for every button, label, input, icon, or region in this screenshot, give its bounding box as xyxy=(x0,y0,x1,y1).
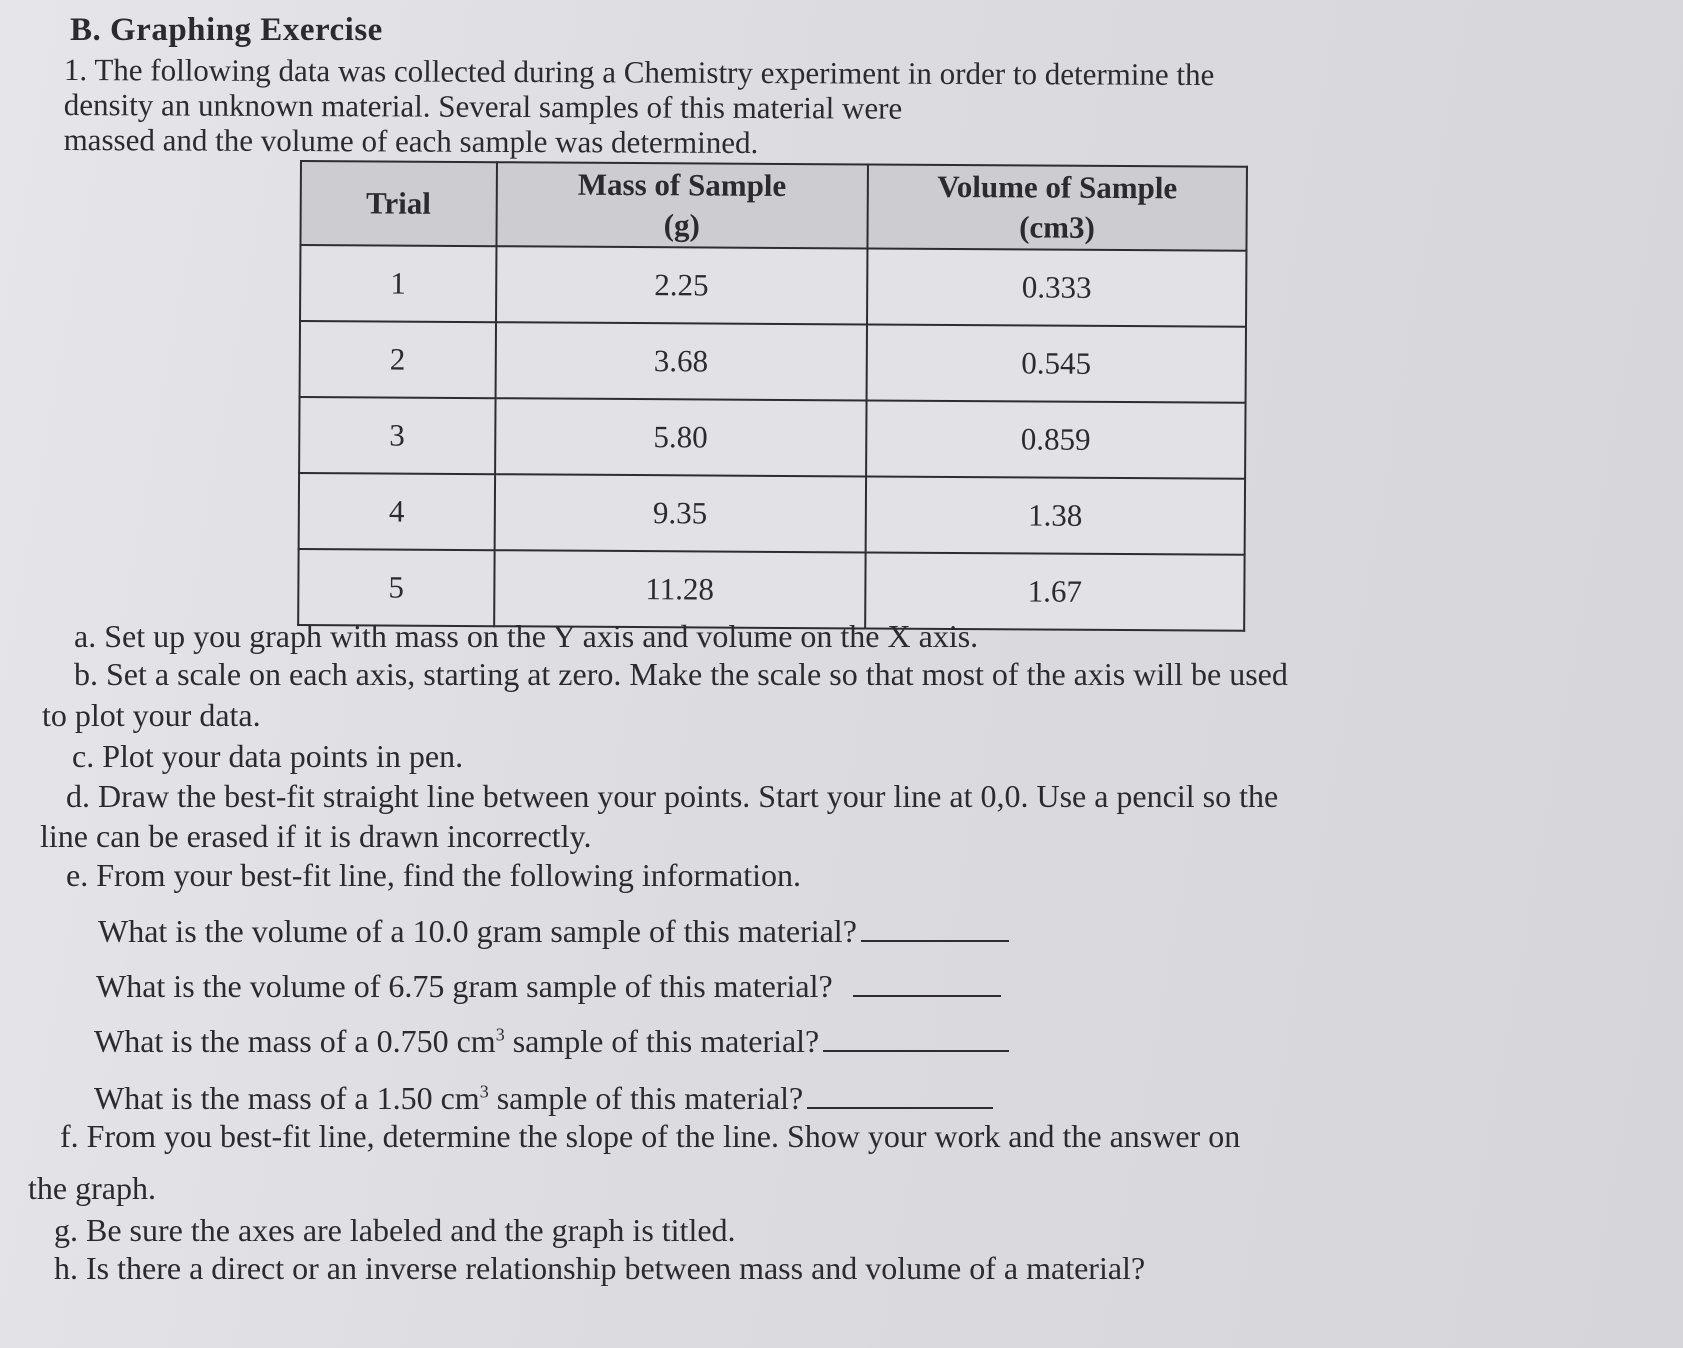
question-2-text: What is the volume of 6.75 gram sample of this material? xyxy=(96,968,833,1004)
instruction-f-line-1: f. From you best-fit line, determine the slope of the line. Show your work and the answer on xyxy=(60,1118,1241,1154)
cell-volume: 1.38 xyxy=(865,476,1245,554)
instruction-b-line-2: to plot your data. xyxy=(42,697,261,733)
question-4 xyxy=(94,1080,993,1117)
header-volume-line-1: Volume of Sample xyxy=(937,168,1178,206)
answer-blank-3[interactable] xyxy=(823,1048,1009,1052)
instruction-d-line-1: d. Draw the best-fit straight line between your points. Start your line at 0,0. Use a pencil so the xyxy=(66,778,1279,814)
cell-volume: 0.333 xyxy=(867,248,1247,326)
cell-mass: 3.68 xyxy=(495,322,867,400)
question-4-text-end: sample of this material? xyxy=(488,1080,804,1116)
section-heading: B. Graphing Exercise xyxy=(70,12,383,48)
answer-blank-2[interactable] xyxy=(853,993,1001,997)
header-volume-line-2: (cm3) xyxy=(1019,209,1095,245)
cell-mass: 5.80 xyxy=(495,398,867,476)
cell-mass: 2.25 xyxy=(496,246,868,324)
cell-trial: 2 xyxy=(300,321,496,398)
instruction-a: a. Set up you graph with mass on the Y axis and volume on the X axis. xyxy=(74,618,979,654)
cell-trial: 5 xyxy=(298,549,494,626)
question-3-exponent: 3 xyxy=(495,1024,505,1045)
instruction-g: g. Be sure the axes are labeled and the graph is titled. xyxy=(54,1212,736,1248)
instruction-b-line-1: b. Set a scale on each axis, starting at zero. Make the scale so that most of the axis will be used xyxy=(74,656,1288,692)
cell-volume: 0.859 xyxy=(866,400,1246,478)
question-3-text: What is the mass of a 0.750 cm xyxy=(94,1023,496,1059)
instruction-h: h. Is there a direct or an inverse relationship between mass and volume of a material? xyxy=(54,1250,1146,1286)
instruction-e: e. From your best-fit line, find the following information. xyxy=(66,857,801,893)
header-mass-line-1: Mass of Sample xyxy=(577,166,787,203)
instruction-f-line-2: the graph. xyxy=(28,1170,156,1206)
cell-volume: 0.545 xyxy=(866,324,1246,402)
answer-blank-1[interactable] xyxy=(861,938,1009,942)
question-1 xyxy=(98,913,1009,950)
header-mass-line-2: (g) xyxy=(663,207,700,243)
instruction-d-line-2: line can be erased if it is drawn incorrectly. xyxy=(40,818,592,854)
cell-mass: 9.35 xyxy=(494,474,866,552)
header-trial: Trial xyxy=(300,161,496,246)
question-4-exponent: 3 xyxy=(479,1081,489,1102)
intro-line-2: density an unknown material. Several samples of this material were xyxy=(63,86,903,126)
question-3 xyxy=(94,1023,1009,1060)
instruction-c: c. Plot your data points in pen. xyxy=(72,738,464,774)
question-3-text-end: sample of this material? xyxy=(504,1023,820,1059)
cell-volume: 1.67 xyxy=(865,552,1245,630)
intro-line-1: 1. The following data was collected during a Chemistry experiment in order to determine the xyxy=(63,52,1215,93)
question-2 xyxy=(96,968,1001,1005)
intro-line-3: massed and the volume of each sample was determined. xyxy=(63,121,759,161)
cell-trial: 3 xyxy=(299,397,495,474)
cell-mass: 11.28 xyxy=(494,550,866,628)
cell-trial: 4 xyxy=(299,473,495,550)
answer-blank-4[interactable] xyxy=(807,1105,993,1109)
question-1-text: What is the volume of a 10.0 gram sample of this material? xyxy=(98,913,857,949)
cell-trial: 1 xyxy=(300,245,496,322)
question-4-text: What is the mass of a 1.50 cm xyxy=(94,1080,480,1116)
